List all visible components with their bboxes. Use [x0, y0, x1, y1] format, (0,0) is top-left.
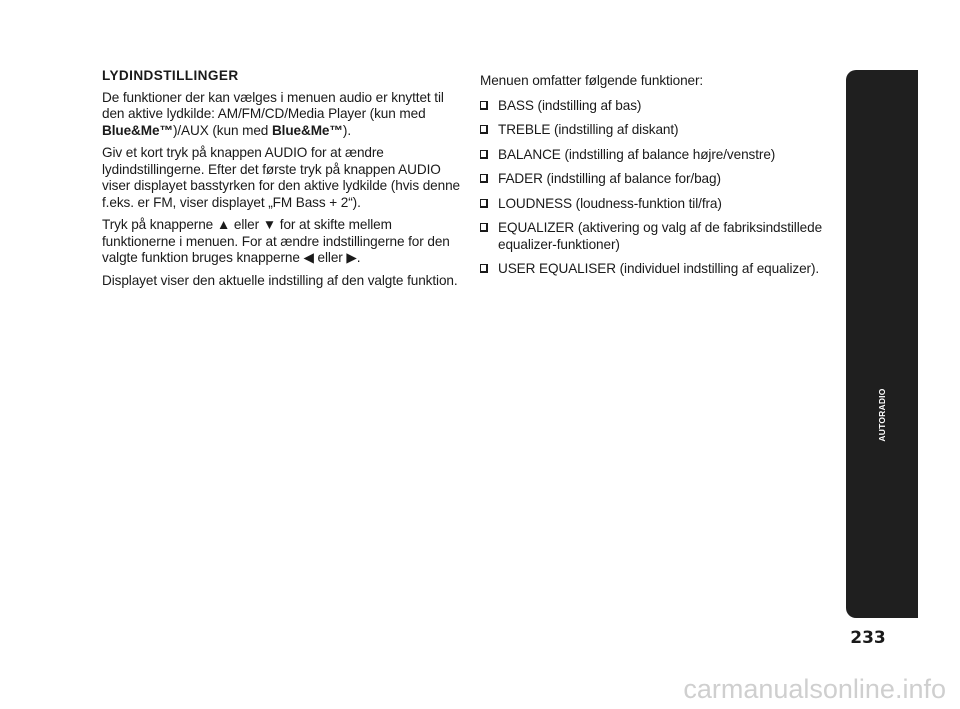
list-item-text: FADER (indstilling af balance for/bag) [498, 171, 721, 186]
watermark: carmanualsonline.info [683, 674, 946, 704]
chapter-tab [846, 70, 918, 618]
menu-intro: Menuen omfatter følgende funktioner: [480, 73, 704, 88]
list-item-text: LOUDNESS (loudness-funktion til/fra) [498, 195, 722, 211]
arrow-up-icon: ▲ [216, 217, 231, 232]
list-item-text: EQUALIZER (aktivering og valg af de fabriksindstillede equalizer-funktioner) [498, 220, 823, 252]
brand-blue-me: Blue&Me™ [102, 122, 173, 138]
text: Tryk på knapperne [102, 217, 217, 232]
checkbox-bullet-icon [480, 264, 488, 273]
text: ). [342, 122, 351, 138]
checkbox-bullet-icon [480, 125, 488, 134]
paragraph-audio-button: Giv et kort tryk på knappen AUDIO for at ændre lydindstillingerne. Efter det første tryk på knappen AUDIO viser displayet basstyrken for den aktive lydkilde (hvis denne f.eks. er FM, viser displayet „FM Bass + 2“). [102, 145, 460, 210]
arrow-down-icon: ▼ [262, 217, 277, 232]
list-item-text: TREBLE (indstilling af diskant) [498, 122, 679, 137]
list-item [480, 98, 840, 115]
text: for at skifte mellem funktionerne i menuen. For at ændre indstillingerne for den valgte funktion bruges knapperne [102, 217, 450, 265]
list-item [480, 261, 840, 278]
list-item [480, 196, 840, 213]
left-column [102, 68, 462, 295]
paragraph-audio-functions [102, 90, 462, 140]
list-item-text: BASS (indstilling af bas) [498, 97, 642, 113]
text: . [356, 250, 361, 265]
list-item [480, 122, 840, 139]
page-number: 233 [850, 628, 886, 648]
list-item-text: BALANCE (indstilling af balance højre/venstre) [498, 146, 776, 162]
text: De funktioner der kan vælges i menuen audio er knyttet til den aktive lydkilde: AM/FM/CD/Media Player (kun med [102, 89, 444, 121]
list-item [480, 147, 840, 164]
text: )/AUX (kun med [172, 122, 272, 138]
checkbox-bullet-icon [480, 101, 488, 110]
arrow-left-icon: ◀ [303, 250, 314, 265]
text: eller [313, 250, 347, 265]
brand-blue-me: Blue&Me™ [271, 122, 343, 138]
checkbox-bullet-icon [480, 223, 488, 232]
checkbox-bullet-icon [480, 174, 488, 183]
text: eller [230, 217, 263, 232]
function-list [480, 98, 840, 278]
list-item-text: USER EQUALISER (individuel indstilling af equalizer). [498, 261, 820, 276]
paragraph-display-info: Displayet viser den aktuelle indstilling af den valgte funktion. [102, 272, 458, 288]
checkbox-bullet-icon [480, 150, 488, 159]
paragraph-navigation-keys [102, 217, 462, 267]
arrow-right-icon: ▶ [346, 250, 357, 265]
chapter-label: AUTORADIO [877, 388, 887, 442]
right-column [480, 73, 840, 286]
list-item [480, 220, 840, 253]
checkbox-bullet-icon [480, 199, 488, 208]
list-item [480, 171, 840, 188]
section-heading: LYDINDSTILLINGER [102, 68, 239, 83]
